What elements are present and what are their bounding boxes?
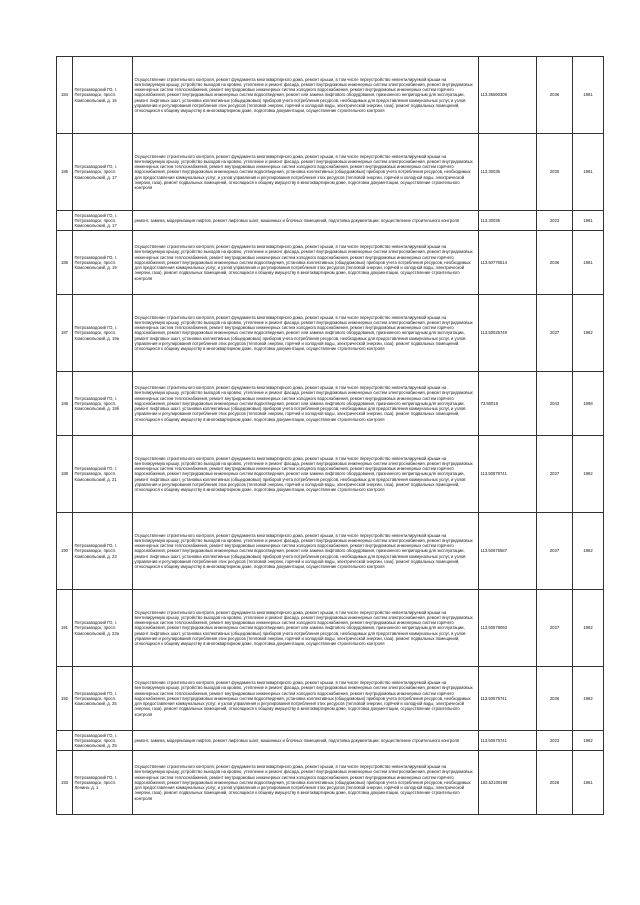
row-number: 192: [57, 667, 73, 731]
row-number: 186: [57, 231, 73, 295]
build-year-cell: 1982: [573, 436, 604, 513]
works-cell: Осуществление строительного контроля, ремонт фундамента многоквартирного дома, ремонт крыши, в том числе переустройство невентилируемой крыши на вентилируемую крышу, устройство выходов на кровлю, утепление и ремонт фасада, ремонт внутридомовых инженерных систем электроснабжения, ремонт внутридомовых инженерных систем теплоснабжения, ремонт внутридомовых инженерных систем холодного водоснабжения, ремонт внутридомовых инженерных систем горячего водоснабжения, ремонт внутридомовых инженерных систем водоотведения, установка коллективных (общедомовых) приборов учета потребления ресурсов, необходимых для предоставления коммунальных услуг, и узлов управления и регулирования потребления этих ресурсов (тепловой энергии, горячей и холодной воды, электрической энергии, газа), ремонт подвальных помещений, относящихся к общему имуществу в многоквартирном доме, подготовка документации, осуществление строительного контроля: [133, 231, 479, 295]
planned-year-cell: 2030: [537, 134, 573, 211]
works-cell: Осуществление строительного контроля, ремонт фундамента многоквартирного дома, ремонт крыши, в том числе переустройство невентилируемой крыши на вентилируемую крышу, устройство выходов на кровлю, утепление и ремонт фасада, ремонт внутридомовых инженерных систем электроснабжения, ремонт внутридомовых инженерных систем теплоснабжения, ремонт внутридомовых инженерных систем холодного водоснабжения, ремонт внутридомовых инженерных систем горячего водоснабжения, ремонт внутридомовых инженерных систем водоотведения, ремонт или замена лифтового оборудования, признанного непригодным для эксплуатации, ремонт лифтовых шахт, установка коллективных (общедомовых) приборов учета потребления ресурсов, необходимых для предоставления коммунальных услуг, и узлов управления и регулирования потребления этих ресурсов (тепловой энергии, горячей и холодной воды, электрической энергии, газа), ремонт подвальных помещений, относящихся к общему имуществу в многоквартирном доме, подготовка документации, осуществление строительного контроля: [133, 513, 479, 590]
table-row: [57, 372, 604, 436]
row-number: [57, 731, 73, 751]
address-cell: Петрозаводский ГО, г. Петрозаводск, просп. Ленина, д. 1: [73, 751, 133, 815]
table-row: [57, 590, 604, 667]
address-cell: Петрозаводский ГО, г. Петрозаводск, просп. Комсомольский, д. 23: [73, 513, 133, 590]
build-year-cell: 1981: [573, 211, 604, 231]
cost-cell: 113.50678741: [479, 436, 537, 513]
build-year-cell: 1981: [573, 231, 604, 295]
build-year-cell: 1951: [573, 751, 604, 815]
table-row: [57, 667, 604, 731]
build-year-cell: 1982: [573, 731, 604, 751]
planned-year-cell: 2036: [537, 57, 573, 134]
build-year-cell: 1981: [573, 57, 604, 134]
capital-repair-table: [56, 56, 604, 815]
build-year-cell: 1982: [573, 590, 604, 667]
works-cell: Осуществление строительного контроля, ремонт фундамента многоквартирного дома, ремонт крыши, в том числе переустройство невентилируемой крыши на вентилируемую крышу, устройство выходов на кровлю, утепление и ремонт фасада, ремонт внутридомовых инженерных систем электроснабжения, ремонт внутридомовых инженерных систем теплоснабжения, ремонт внутридомовых инженерных систем холодного водоснабжения, ремонт внутридомовых инженерных систем горячего водоснабжения, ремонт внутридомовых инженерных систем водоотведения, ремонт или замена лифтового оборудования, признанного непригодным для эксплуатации, ремонт лифтовых шахт, установка коллективных (общедомовых) приборов учета потребления ресурсов, необходимых для предоставления коммунальных услуг, и узлов управления и регулирования потребления этих ресурсов (тепловой энергии, горячей и холодной воды, электрической энергии, газа), ремонт подвальных помещений, относящихся к общему имуществу в многоквартирном доме, подготовка документации, осуществление строительного контроля: [133, 372, 479, 436]
planned-year-cell: 2037: [537, 436, 573, 513]
cost-cell: 183.52100198: [479, 751, 537, 815]
works-cell: ремонт, замена, модернизация лифтов, ремонт лифтовых шахт, машинных и блочных помещений, подготовка документации, осуществление строительного контроля: [133, 211, 479, 231]
build-year-cell: 1982: [573, 295, 604, 372]
row-number: 187: [57, 295, 73, 372]
address-cell: Петрозаводский ГО, г. Петрозаводск, просп. Комсомольский, д. 19: [73, 231, 133, 295]
cost-cell: 113.50575741: [479, 667, 537, 731]
planned-year-cell: 2043: [537, 372, 573, 436]
row-number: [57, 211, 73, 231]
address-cell: Петрозаводский ГО, г. Петрозаводск, просп. Комсомольский, д. 19б: [73, 372, 133, 436]
table-row: [57, 751, 604, 815]
build-year-cell: 1981: [573, 134, 604, 211]
planned-year-cell: 2028: [537, 751, 573, 815]
build-year-cell: 1982: [573, 667, 604, 731]
planned-year-cell: 2023: [537, 731, 573, 751]
planned-year-cell: 2036: [537, 667, 573, 731]
planned-year-cell: 2037: [537, 295, 573, 372]
row-number: 191: [57, 590, 73, 667]
row-number: 184: [57, 57, 73, 134]
planned-year-cell: 2037: [537, 590, 573, 667]
table-row: [57, 211, 604, 231]
build-year-cell: 1998: [573, 372, 604, 436]
cost-cell: 113.50575741: [479, 731, 537, 751]
address-cell: Петрозаводский ГО, г. Петрозаводск, просп. Комсомольский, д. 17: [73, 134, 133, 211]
works-cell: Осуществление строительного контроля, ремонт фундамента многоквартирного дома, ремонт крыши, в том числе переустройство невентилируемой крыши на вентилируемую крышу, устройство выходов на кровлю, утепление и ремонт фасада, ремонт внутридомовых инженерных систем электроснабжения, ремонт внутридомовых инженерных систем теплоснабжения, ремонт внутридомовых инженерных систем холодного водоснабжения, ремонт внутридомовых инженерных систем горячего водоснабжения, ремонт внутридомовых инженерных систем водоотведения, установка коллективных (общедомовых) приборов учета потребления ресурсов, необходимых для предоставления коммунальных услуг, и узлов управления и регулирования потребления этих ресурсов (тепловой энергии, горячей и холодной воды, электрической энергии, газа), ремонт подвальных помещений, относящихся к общему имуществу в многоквартирном доме, подготовка документации, осуществление строительного контроля: [133, 751, 479, 815]
cost-cell: 113.35560308: [479, 57, 537, 134]
table-row: [57, 513, 604, 590]
address-cell: Петрозаводский ГО, г. Петрозаводск, просп. Комсомольский, д. 21: [73, 436, 133, 513]
cost-cell: 113.50775514: [479, 231, 537, 295]
table-row: [57, 57, 604, 134]
table-row: [57, 731, 604, 751]
table-row: [57, 231, 604, 295]
cost-cell: 113.30035: [479, 134, 537, 211]
table-row: [57, 134, 604, 211]
address-cell: Петрозаводский ГО, г. Петрозаводск, просп. Комсомольский, д. 17: [73, 211, 133, 231]
build-year-cell: 1982: [573, 513, 604, 590]
table-row: [57, 436, 604, 513]
cost-cell: 113.50578093: [479, 590, 537, 667]
cost-cell: 113.30035: [479, 211, 537, 231]
planned-year-cell: 2023: [537, 211, 573, 231]
address-cell: Петрозаводский ГО, г. Петрозаводск, просп. Комсомольский, д. 25: [73, 731, 133, 751]
works-cell: Осуществление строительного контроля, ремонт фундамента многоквартирного дома, ремонт крыши, в том числе переустройство невентилируемой крыши на вентилируемую крышу, устройство выходов на кровлю, утепление и ремонт фасада, ремонт внутридомовых инженерных систем электроснабжения, ремонт внутридомовых инженерных систем теплоснабжения, ремонт внутридомовых инженерных систем холодного водоснабжения, ремонт внутридомовых инженерных систем горячего водоснабжения, ремонт внутридомовых инженерных систем водоотведения, ремонт или замена лифтового оборудования, признанного непригодным для эксплуатации, ремонт лифтовых шахт, установка коллективных (общедомовых) приборов учета потребления ресурсов, необходимых для предоставления коммунальных услуг, и узлов управления и регулирования потребления этих ресурсов (тепловой энергии, горячей и холодной воды, электрической энергии, газа), ремонт подвальных помещений, относящихся к общему имуществу в многоквартирном доме, подготовка документации, осуществление строительного контроля: [133, 590, 479, 667]
address-cell: Петрозаводский ГО, г. Петрозаводск, просп. Комсомольский, д. 23а: [73, 590, 133, 667]
table-body: [57, 57, 604, 815]
cost-cell: 113.50025749: [479, 295, 537, 372]
row-number: 185: [57, 134, 73, 211]
address-cell: Петрозаводский ГО, г. Петрозаводск, просп. Комсомольский, д. 15: [73, 57, 133, 134]
works-cell: Осуществление строительного контроля, ремонт фундамента многоквартирного дома, ремонт крыши, в том числе переустройство невентилируемой крыши на вентилируемую крышу, устройство выходов на кровлю, утепление и ремонт фасада, ремонт внутридомовых инженерных систем электроснабжения, ремонт внутридомовых инженерных систем теплоснабжения, ремонт внутридомовых инженерных систем холодного водоснабжения, ремонт внутридомовых инженерных систем горячего водоснабжения, ремонт внутридомовых инженерных систем водоотведения, ремонт или замена лифтового оборудования, признанного непригодным для эксплуатации, ремонт лифтовых шахт, установка коллективных (общедомовых) приборов учета потребления ресурсов, необходимых для предоставления коммунальных услуг, и узлов управления и регулирования потребления этих ресурсов (тепловой энергии, горячей и холодной воды, электрической энергии, газа), ремонт подвальных помещений, относящихся к общему имуществу в многоквартирном доме, подготовка документации, осуществление строительного контроля: [133, 57, 479, 134]
row-number: 190: [57, 513, 73, 590]
address-cell: Петрозаводский ГО, г. Петрозаводск, просп. Комсомольский, д. 25: [73, 667, 133, 731]
planned-year-cell: 2037: [537, 513, 573, 590]
address-cell: Петрозаводский ГО, г. Петрозаводск, просп. Комсомольский, д. 19а: [73, 295, 133, 372]
cost-cell: 73.50018: [479, 372, 537, 436]
works-cell: Осуществление строительного контроля, ремонт фундамента многоквартирного дома, ремонт крыши, в том числе переустройство невентилируемой крыши на вентилируемую крышу, устройство выходов на кровлю, утепление и ремонт фасада, ремонт внутридомовых инженерных систем электроснабжения, ремонт внутридомовых инженерных систем теплоснабжения, ремонт внутридомовых инженерных систем холодного водоснабжения, ремонт внутридомовых инженерных систем горячего водоснабжения, ремонт внутридомовых инженерных систем водоотведения, ремонт или замена лифтового оборудования, признанного непригодным для эксплуатации, ремонт лифтовых шахт, установка коллективных (общедомовых) приборов учета потребления ресурсов, необходимых для предоставления коммунальных услуг, и узлов управления и регулирования потребления этих ресурсов (тепловой энергии, горячей и холодной воды, электрической энергии, газа), ремонт подвальных помещений, относящихся к общему имуществу в многоквартирном доме, подготовка документации, осуществление строительного контроля: [133, 436, 479, 513]
works-cell: Осуществление строительного контроля, ремонт фундамента многоквартирного дома, ремонт крыши, в том числе переустройство невентилируемой крыши на вентилируемую крышу, устройство выходов на кровлю, утепление и ремонт фасада, ремонт внутридомовых инженерных систем электроснабжения, ремонт внутридомовых инженерных систем теплоснабжения, ремонт внутридомовых инженерных систем холодного водоснабжения, ремонт внутридомовых инженерных систем горячего водоснабжения, ремонт внутридомовых инженерных систем водоотведения, ремонт или замена лифтового оборудования, признанного непригодным для эксплуатации, ремонт лифтовых шахт, установка коллективных (общедомовых) приборов учета потребления ресурсов, необходимых для предоставления коммунальных услуг, и узлов управления и регулирования потребления этих ресурсов (тепловой энергии, горячей и холодной воды, электрической энергии, газа), ремонт подвальных помещений, относящихся к общему имуществу в многоквартирном доме, подготовка документации, осуществление строительного контроля: [133, 295, 479, 372]
table-row: [57, 295, 604, 372]
planned-year-cell: 2036: [537, 231, 573, 295]
row-number: 189: [57, 436, 73, 513]
row-number: 188: [57, 372, 73, 436]
works-cell: ремонт, замена, модернизация лифтов, ремонт лифтовых шахт, машинных и блочных помещений, подготовка документации, осуществление строительного контроля: [133, 731, 479, 751]
row-number: 193: [57, 751, 73, 815]
cost-cell: 113.50675587: [479, 513, 537, 590]
works-cell: Осуществление строительного контроля, ремонт фундамента многоквартирного дома, ремонт крыши, в том числе переустройство невентилируемой крыши на вентилируемую крышу, устройство выходов на кровлю, утепление и ремонт фасада, ремонт внутридомовых инженерных систем электроснабжения, ремонт внутридомовых инженерных систем теплоснабжения, ремонт внутридомовых инженерных систем холодного водоснабжения, ремонт внутридомовых инженерных систем горячего водоснабжения, ремонт внутридомовых инженерных систем водоотведения, установка коллективных (общедомовых) приборов учета потребления ресурсов, необходимых для предоставления коммунальных услуг, и узлов управления и регулирования потребления этих ресурсов (тепловой энергии, горячей и холодной воды, электрической энергии, газа), ремонт подвальных помещений, относящихся к общему имуществу в многоквартирном доме, подготовка документации, осуществление строительного контроля: [133, 134, 479, 211]
works-cell: Осуществление строительного контроля, ремонт фундамента многоквартирного дома, ремонт крыши, в том числе переустройство невентилируемой крыши на вентилируемую крышу, устройство выходов на кровлю, утепление и ремонт фасада, ремонт внутридомовых инженерных систем электроснабжения, ремонт внутридомовых инженерных систем теплоснабжения, ремонт внутридомовых инженерных систем холодного водоснабжения, ремонт внутридомовых инженерных систем горячего водоснабжения, ремонт внутридомовых инженерных систем водоотведения, установка коллективных (общедомовых) приборов учета потребления ресурсов, необходимых для предоставления коммунальных услуг, и узлов управления и регулирования потребления этих ресурсов (тепловой энергии, горячей и холодной воды, электрической энергии, газа), ремонт подвальных помещений, относящихся к общему имуществу в многоквартирном доме, подготовка документации, осуществление строительного контроля: [133, 667, 479, 731]
